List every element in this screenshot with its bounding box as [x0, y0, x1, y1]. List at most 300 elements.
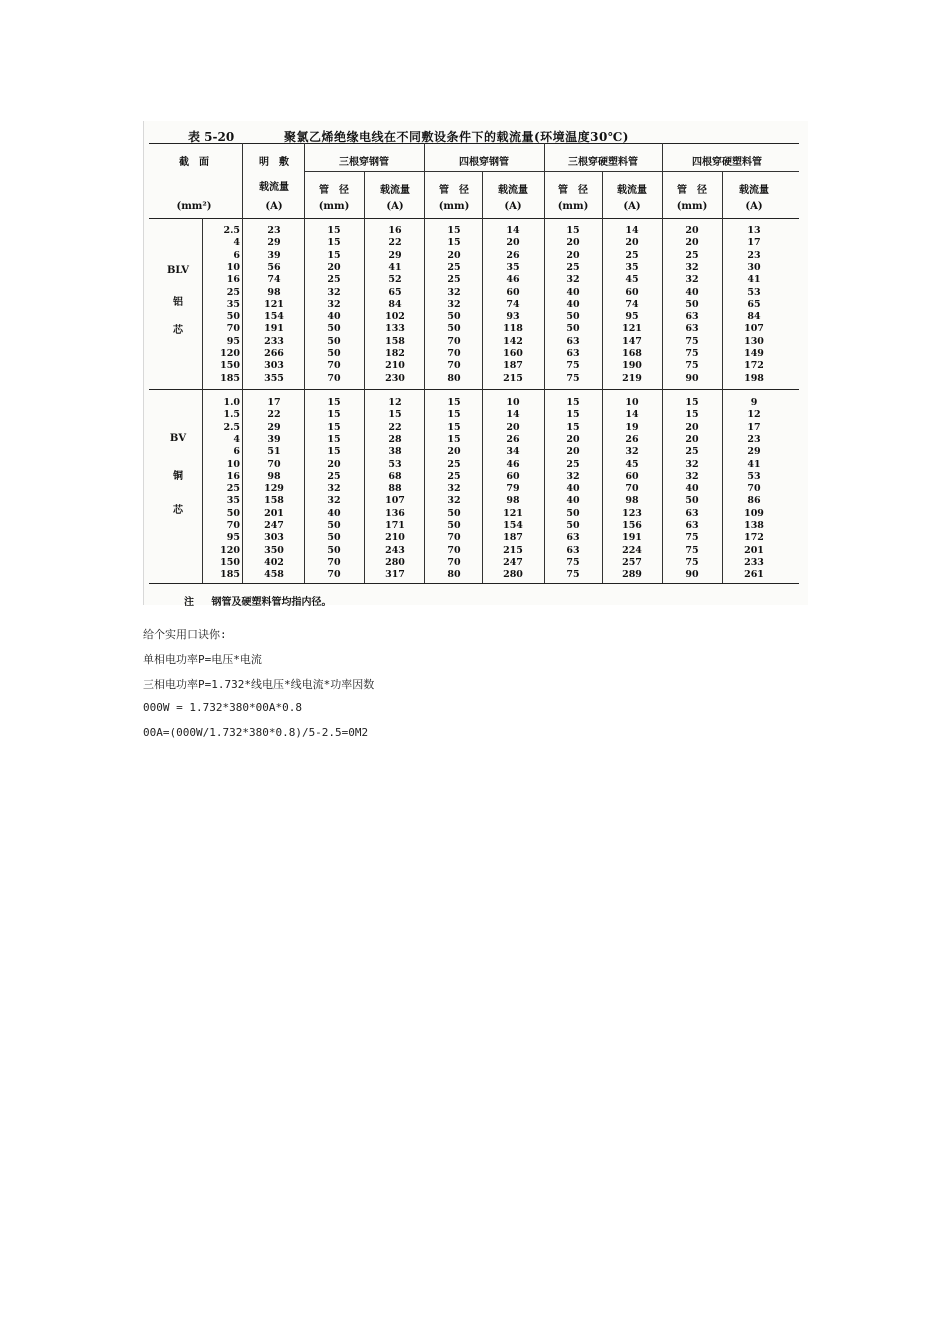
table-cell: 172 [744, 360, 764, 372]
text-line-1: 给个实用口诀你: [143, 628, 227, 641]
table-cell: 210 [385, 532, 405, 544]
table-row [144, 348, 808, 360]
table-row [144, 569, 808, 581]
table-cell: 41 [388, 261, 402, 273]
table-cell: 26 [506, 433, 520, 445]
table-cell: 46 [506, 274, 520, 286]
table-cell: 25 [566, 261, 580, 273]
table-cell: 15 [327, 433, 341, 445]
table-cell: 23 [747, 249, 761, 261]
table-cell: 63 [685, 323, 699, 335]
header-pipe-3: 管 径 [558, 185, 588, 196]
table-cell: 150 [220, 360, 240, 372]
table-cell: 80 [447, 569, 461, 581]
table-cell: 10 [506, 397, 520, 408]
table-cell: 20 [685, 237, 699, 249]
table-cell: 160 [503, 348, 523, 359]
table-row [144, 336, 808, 348]
header-current-unit-3: (A) [623, 201, 641, 212]
table-cell: 15 [447, 237, 461, 249]
table-cell: 120 [220, 544, 240, 556]
table-cell: 15 [327, 397, 341, 408]
header-current-4: 载流量 [739, 185, 769, 196]
table-cell: 41 [747, 274, 761, 286]
table-cell: 50 [327, 335, 341, 347]
header-current-unit-2: (A) [504, 201, 522, 212]
table-cell: 25 [226, 286, 240, 298]
table-cell: 120 [220, 348, 240, 359]
table-row [144, 397, 808, 409]
table-cell: 29 [267, 237, 281, 249]
table-cell: 20 [625, 237, 639, 249]
table-cell: 191 [622, 532, 642, 544]
table-cell: 63 [566, 532, 580, 544]
header-group-2: 四根穿钢管 [459, 157, 509, 168]
table-cell: 26 [506, 249, 520, 261]
table-cell: 75 [566, 360, 580, 372]
table-cell: 4 [233, 237, 240, 249]
table-cell: 15 [566, 397, 580, 408]
table-cell: 51 [267, 446, 281, 458]
table-row [144, 545, 808, 557]
table-cell: 210 [385, 360, 405, 372]
table-cell: 53 [388, 458, 402, 470]
table-cell: 133 [385, 323, 405, 335]
table-cell: 458 [264, 569, 284, 581]
table-cell: 20 [327, 261, 341, 273]
table-cell: 84 [747, 311, 761, 323]
table-cell: 90 [685, 569, 699, 581]
table-cell: 75 [566, 569, 580, 581]
table-cell: 158 [385, 335, 405, 347]
table-cell: 25 [447, 458, 461, 470]
table-cell: 198 [744, 372, 764, 384]
table-cell: 70 [447, 544, 461, 556]
table-cell: 26 [625, 433, 639, 445]
table-cell: 22 [388, 237, 402, 249]
table-cell: 40 [685, 483, 699, 495]
table-cell: 233 [264, 335, 284, 347]
table-cell: 40 [685, 286, 699, 298]
table-cell: 20 [506, 237, 520, 249]
table-cell: 317 [385, 569, 405, 581]
table-row [144, 459, 808, 471]
table-cell: 63 [685, 311, 699, 323]
table-cell: 40 [566, 495, 580, 507]
table-cell: 32 [685, 458, 699, 470]
table-cell: 75 [566, 372, 580, 384]
table-cell: 201 [744, 544, 764, 556]
table-cell: 52 [388, 274, 402, 286]
table-row [144, 434, 808, 446]
table-cell: 74 [506, 298, 520, 310]
table-cell: 25 [327, 470, 341, 482]
table-cell: 70 [747, 483, 761, 495]
header-pipe-unit-1: (mm) [318, 201, 350, 212]
table-cell: 13 [747, 225, 761, 236]
table-cell: 75 [685, 532, 699, 544]
table-cell: 50 [447, 520, 461, 531]
table-cell: 2.5 [223, 225, 240, 236]
table-number: 表 5-20 [188, 130, 235, 144]
header-pipe-2: 管 径 [439, 185, 469, 196]
table-cell: 15 [447, 409, 461, 421]
table-cell: 50 [685, 298, 699, 310]
table-cell: 50 [566, 323, 580, 335]
table-cell: 25 [447, 470, 461, 482]
table-cell: 156 [622, 520, 642, 531]
header-open-sub: 载流量 [259, 182, 289, 193]
table-cell: 19 [625, 421, 639, 433]
table-cell: 118 [503, 323, 523, 335]
table-cell: 102 [385, 311, 405, 323]
table-cell: 4 [233, 433, 240, 445]
table-cell: 20 [685, 421, 699, 433]
table-cell: 32 [447, 298, 461, 310]
table-row [144, 373, 808, 385]
table-cell: 50 [327, 323, 341, 335]
header-group-4: 四根穿硬塑料管 [692, 157, 762, 168]
body-bottom-rule [149, 583, 799, 584]
table-cell: 50 [566, 520, 580, 531]
table-cell: 168 [622, 348, 642, 359]
table-cell: 25 [685, 249, 699, 261]
header-current-2: 载流量 [498, 185, 528, 196]
table-cell: 70 [625, 483, 639, 495]
table-cell: 15 [327, 409, 341, 421]
table-cell: 15 [566, 225, 580, 236]
table-cell: 41 [747, 458, 761, 470]
table-cell: 12 [388, 397, 402, 408]
table-cell: 32 [566, 274, 580, 286]
table-cell: 107 [385, 495, 405, 507]
table-row [144, 274, 808, 286]
table-cell: 70 [447, 348, 461, 359]
table-cell: 215 [503, 372, 523, 384]
table-row [144, 520, 808, 532]
table-cell: 70 [327, 360, 341, 372]
table-cell: 45 [625, 458, 639, 470]
table-cell: 53 [747, 470, 761, 482]
table-cell: 171 [385, 520, 405, 531]
table-cell: 32 [327, 298, 341, 310]
table-cell: 15 [327, 249, 341, 261]
table-cell: 182 [385, 348, 405, 359]
table-cell: 10 [226, 458, 240, 470]
table-cell: 6 [233, 249, 240, 261]
table-cell: 60 [506, 470, 520, 482]
table-cell: 74 [625, 298, 639, 310]
table-cell: 15 [566, 409, 580, 421]
table-cell: 88 [388, 483, 402, 495]
table-cell: 70 [327, 569, 341, 581]
group-bv-material: 铜 [173, 471, 183, 482]
table-cell: 30 [747, 261, 761, 273]
table-title-row [144, 125, 808, 145]
table-cell: 79 [506, 483, 520, 495]
table-cell: 12 [747, 409, 761, 421]
table-cell: 98 [625, 495, 639, 507]
table-cell: 23 [747, 433, 761, 445]
table-cell: 63 [685, 507, 699, 519]
table-cell: 35 [625, 261, 639, 273]
table-cell: 16 [388, 225, 402, 236]
table-cell: 25 [447, 261, 461, 273]
header-section: 截 面 [179, 157, 209, 168]
table-cell: 14 [625, 225, 639, 236]
table-row [144, 287, 808, 299]
table-cell: 15 [327, 237, 341, 249]
table-cell: 75 [685, 544, 699, 556]
table-cell: 247 [503, 556, 523, 568]
table-cell: 63 [566, 544, 580, 556]
table-cell: 121 [264, 298, 284, 310]
table-cell: 53 [747, 286, 761, 298]
table-cell: 32 [327, 286, 341, 298]
table-cell: 172 [744, 532, 764, 544]
table-cell: 28 [388, 433, 402, 445]
table-cell: 60 [506, 286, 520, 298]
table-cell: 261 [744, 569, 764, 581]
table-cell: 50 [327, 544, 341, 556]
table-cell: 32 [566, 470, 580, 482]
table-cell: 38 [388, 446, 402, 458]
table-cell: 158 [264, 495, 284, 507]
table-cell: 150 [220, 556, 240, 568]
table-cell: 20 [506, 421, 520, 433]
table-cell: 40 [566, 286, 580, 298]
table-cell: 98 [267, 286, 281, 298]
table-row [144, 471, 808, 483]
table-cell: 15 [447, 397, 461, 408]
header-bottom-rule [149, 218, 799, 219]
table-cell: 22 [267, 409, 281, 421]
table-cell: 63 [566, 348, 580, 359]
table-cell: 35 [226, 298, 240, 310]
table-cell: 121 [503, 507, 523, 519]
table-cell: 50 [327, 348, 341, 359]
table-cell: 93 [506, 311, 520, 323]
table-cell: 74 [267, 274, 281, 286]
table-cell: 16 [226, 274, 240, 286]
table-cell: 50 [566, 311, 580, 323]
table-cell: 20 [566, 237, 580, 249]
table-cell: 402 [264, 556, 284, 568]
table-cell: 50 [447, 323, 461, 335]
table-row [144, 557, 808, 569]
text-line-5: 00A=(000W/1.732*380*0.8)/5-2.5=0M2 [143, 726, 369, 739]
header-current-3: 载流量 [617, 185, 647, 196]
table-cell: 191 [264, 323, 284, 335]
table-scan-image [143, 121, 808, 608]
table-cell: 303 [264, 532, 284, 544]
table-cell: 40 [566, 298, 580, 310]
header-current-unit-4: (A) [745, 201, 763, 212]
table-cell: 32 [327, 483, 341, 495]
table-cell: 29 [267, 421, 281, 433]
table-cell: 17 [747, 237, 761, 249]
table-cell: 23 [267, 225, 281, 236]
header-section-unit: (mm²) [176, 201, 212, 212]
table-cell: 80 [447, 372, 461, 384]
table-cell: 46 [506, 458, 520, 470]
table-cell: 10 [625, 397, 639, 408]
table-cell: 40 [327, 311, 341, 323]
table-cell: 185 [220, 372, 240, 384]
table-cell: 75 [685, 348, 699, 359]
table-cell: 14 [506, 409, 520, 421]
table-cell: 6 [233, 446, 240, 458]
table-cell: 187 [503, 360, 523, 372]
table-cell: 15 [685, 397, 699, 408]
table-row [144, 532, 808, 544]
table-cell: 123 [622, 507, 642, 519]
table-cell: 15 [388, 409, 402, 421]
table-cell: 84 [388, 298, 402, 310]
table-cell: 70 [267, 458, 281, 470]
table-cell: 98 [506, 495, 520, 507]
table-cell: 75 [566, 556, 580, 568]
table-cell: 50 [327, 532, 341, 544]
table-cell: 15 [327, 421, 341, 433]
table-cell: 121 [622, 323, 642, 335]
header-pipe-unit-4: (mm) [676, 201, 708, 212]
table-cell: 138 [744, 520, 764, 531]
table-cell: 142 [503, 335, 523, 347]
table-cell: 75 [685, 335, 699, 347]
table-cell: 32 [685, 470, 699, 482]
table-cell: 10 [226, 261, 240, 273]
top-rule [149, 143, 799, 144]
table-cell: 14 [625, 409, 639, 421]
table-cell: 136 [385, 507, 405, 519]
table-cell: 266 [264, 348, 284, 359]
table-cell: 39 [267, 433, 281, 445]
table-cell: 45 [625, 274, 639, 286]
table-cell: 2.5 [223, 421, 240, 433]
table-cell: 14 [506, 225, 520, 236]
table-cell: 63 [685, 520, 699, 531]
table-row [144, 225, 808, 237]
table-cell: 15 [447, 225, 461, 236]
table-cell: 86 [747, 495, 761, 507]
table-cell: 20 [566, 433, 580, 445]
table-cell: 1.5 [223, 409, 240, 421]
table-cell: 215 [503, 544, 523, 556]
table-row [144, 299, 808, 311]
table-cell: 15 [327, 225, 341, 236]
table-cell: 68 [388, 470, 402, 482]
table-cell: 15 [447, 433, 461, 445]
table-cell: 65 [747, 298, 761, 310]
table-cell: 25 [447, 274, 461, 286]
table-cell: 257 [622, 556, 642, 568]
table-row [144, 237, 808, 249]
table-cell: 154 [264, 311, 284, 323]
table-cell: 98 [267, 470, 281, 482]
table-cell: 40 [327, 507, 341, 519]
header-pipe-unit-2: (mm) [438, 201, 470, 212]
table-cell: 230 [385, 372, 405, 384]
header-pipe-1: 管 径 [319, 185, 349, 196]
table-cell: 63 [566, 335, 580, 347]
table-cell: 95 [625, 311, 639, 323]
table-cell: 289 [622, 569, 642, 581]
table-cell: 243 [385, 544, 405, 556]
table-cell: 20 [566, 249, 580, 261]
table-cell: 20 [327, 458, 341, 470]
table-cell: 15 [685, 409, 699, 421]
table-cell: 50 [226, 311, 240, 323]
table-row [144, 311, 808, 323]
header-open-unit: (A) [265, 201, 283, 212]
table-cell: 34 [506, 446, 520, 458]
table-cell: 32 [447, 483, 461, 495]
group-blv-type: BLV [166, 265, 190, 276]
section-divider-rule [149, 389, 799, 390]
table-cell: 29 [747, 446, 761, 458]
table-cell: 303 [264, 360, 284, 372]
table-title: 聚氯乙烯绝缘电线在不同敷设条件下的载流量(环境温度30℃) [284, 130, 629, 144]
table-cell: 109 [744, 507, 764, 519]
table-cell: 130 [744, 335, 764, 347]
table-cell: 39 [267, 249, 281, 261]
table-cell: 201 [264, 507, 284, 519]
table-cell: 20 [685, 225, 699, 236]
table-cell: 129 [264, 483, 284, 495]
table-cell: 32 [327, 495, 341, 507]
table-cell: 22 [388, 421, 402, 433]
table-row [144, 483, 808, 495]
text-line-2: 单相电功率P=电压*电流 [143, 653, 262, 666]
table-cell: 29 [388, 249, 402, 261]
table-cell: 107 [744, 323, 764, 335]
table-cell: 25 [625, 249, 639, 261]
header-group-1: 三根穿钢管 [339, 157, 389, 168]
header-sub-rule [304, 171, 799, 172]
table-row [144, 446, 808, 458]
table-note [184, 593, 331, 608]
group-blv-core: 芯 [173, 325, 183, 336]
group-bv-type: BV [169, 433, 187, 444]
header-current-unit-1: (A) [386, 201, 404, 212]
table-cell: 70 [327, 372, 341, 384]
table-row [144, 422, 808, 434]
note-text: 钢管及硬塑料管均指内径。 [211, 597, 332, 608]
header-pipe-unit-3: (mm) [557, 201, 589, 212]
group-bv-core: 芯 [173, 505, 183, 516]
table-cell: 233 [744, 556, 764, 568]
table-cell: 20 [447, 249, 461, 261]
table-cell: 20 [447, 446, 461, 458]
table-row [144, 360, 808, 372]
table-row [144, 323, 808, 335]
table-cell: 17 [267, 397, 281, 408]
table-cell: 154 [503, 520, 523, 531]
table-row [144, 409, 808, 421]
table-cell: 147 [622, 335, 642, 347]
header-open: 明 敷 [259, 157, 289, 168]
table-cell: 25 [566, 458, 580, 470]
table-cell: 90 [685, 372, 699, 384]
table-cell: 40 [566, 483, 580, 495]
table-cell: 65 [388, 286, 402, 298]
table-cell: 187 [503, 532, 523, 544]
table-cell: 355 [264, 372, 284, 384]
table-row [144, 262, 808, 274]
table-cell: 9 [750, 397, 758, 408]
table-cell: 70 [447, 360, 461, 372]
